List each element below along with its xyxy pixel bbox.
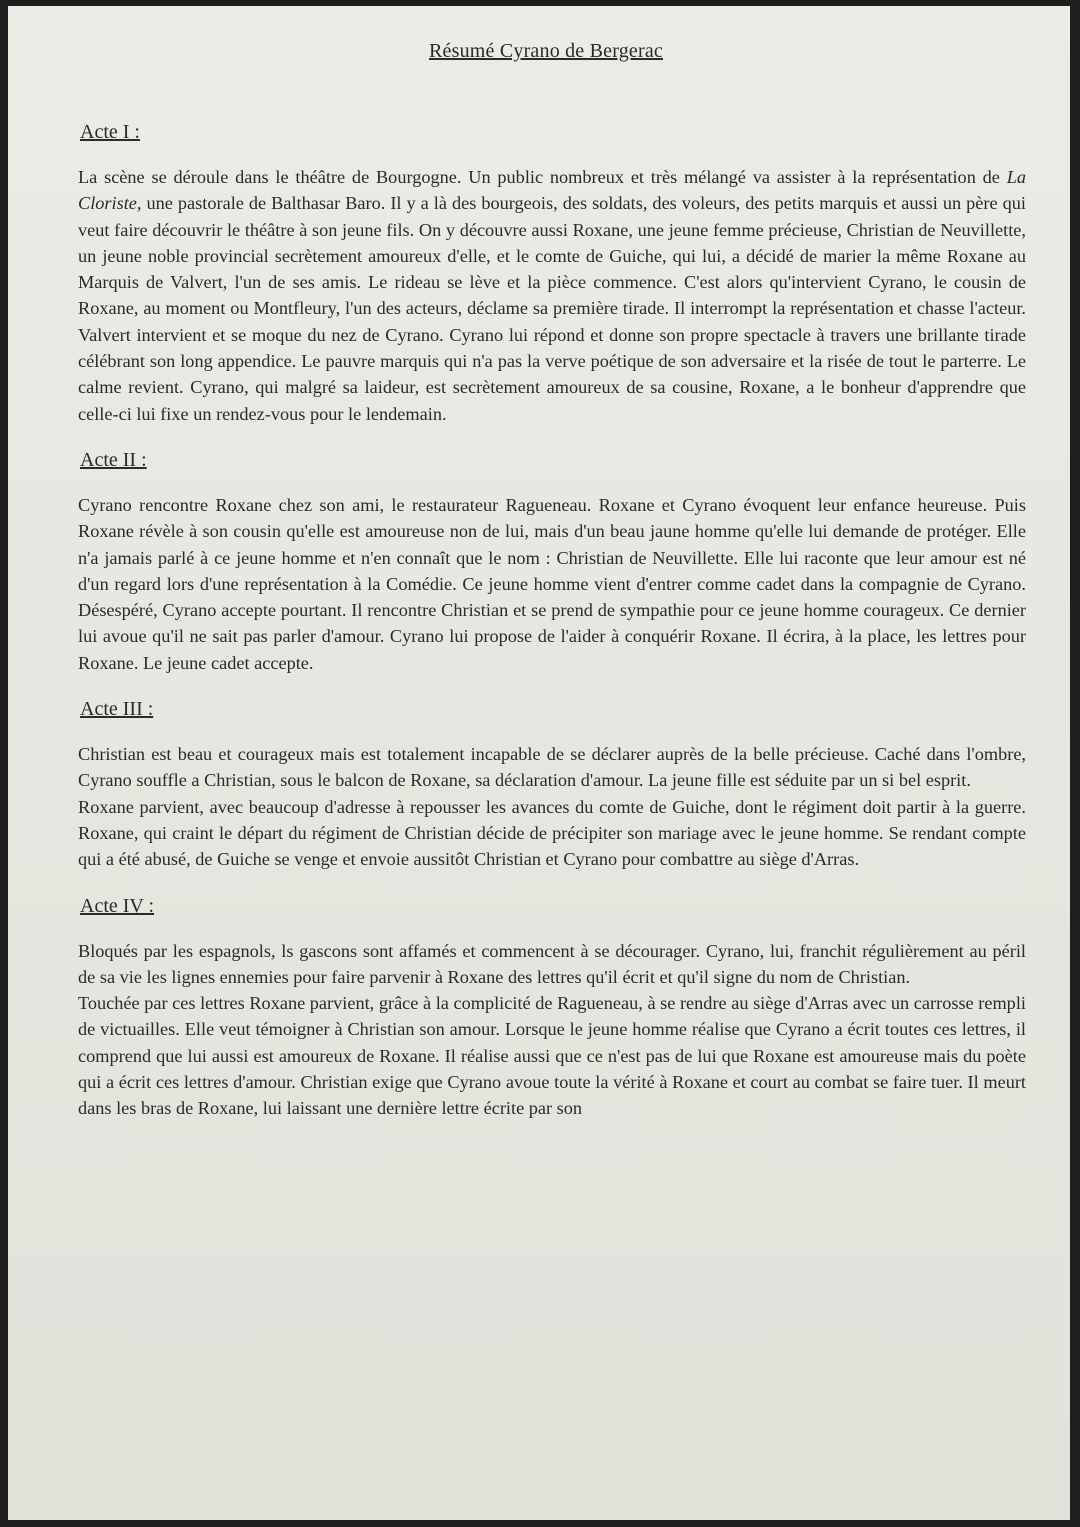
act-2-paragraph-1: Cyrano rencontre Roxane chez son ami, le restaurateur Ragueneau. Roxane et Cyrano évoquent leur enfance heureuse. Puis Roxane révèle à son cousin qu'elle est amoureuse non de lui, mais d'un beau jaune homme qu'elle lui demande de protéger. Elle n'a jamais parlé à ce jeune homme et n'en connaît que le nom : Christian de Neuvillette. Elle lui raconte que leur amour est né d'un regard lors d'une représentation à la Comédie. Ce jeune homme vient d'entrer comme cadet dans la compagnie de Cyrano. Désespéré, Cyrano accepte pourtant. Il rencontre Christian et se prend de sympathie pour ce jeune homme courageux. Ce dernier lui avoue qu'il ne sait pas parler d'amour. Cyrano lui propose de l'aider à conquérir Roxane. Il écrira, à la place, les lettres pour Roxane. Le jeune cadet accepte. bbox=[78, 494, 1026, 673]
act-3-paragraph-2: Roxane parvient, avec beaucoup d'adresse à repousser les avances du comte de Guiche, dont le régiment doit partir à la guerre. Roxane, qui craint le départ du régiment de Christian décide de précipiter son mariage avec le jeune homme. Se rendant compte qui a été abusé, de Guiche se venge et envoie aussitôt Christian et Cyrano pour combattre au siège d'Arras. bbox=[78, 796, 1026, 870]
act-4-paragraph-1: Bloqués par les espagnols, ls gascons sont affamés et commencent à se décourager. Cyrano, lui, franchit régulièrement au péril de sa vie les lignes ennemies pour faire parvenir à Roxane des lettres qu'il écrit et qu'il signe du nom de Christian. bbox=[78, 940, 1026, 987]
document-title: Résumé Cyrano de Bergerac bbox=[429, 40, 663, 62]
act-3-section bbox=[66, 698, 1026, 872]
act-3-paragraph-1: Christian est beau et courageux mais est totalement incapable de se déclarer auprès de la belle précieuse. Caché dans l'ombre, Cyrano souffle a Christian, sous le balcon de Roxane, sa déclaration d'amour. La jeune fille est séduite par un si bel esprit. bbox=[78, 744, 1026, 791]
act-4-section bbox=[66, 895, 1026, 1122]
act-1-section bbox=[66, 121, 1026, 427]
act-1-paragraph-1: La scène se déroule dans le théâtre de Bourgogne. Un public nombreux et très mélangé va assister à la représentation de La Cloriste, une pastorale de Balthasar Baro. Il y a là des bourgeois, des soldats, des voleurs, des petits marquis et aussi un père qui veut faire découvrir le théâtre à son jeune fils. On y découvre aussi Roxane, une jeune femme précieuse, Christian de Neuvillette, un jeune noble provincial secrètement amoureux d'elle, et le comte de Guiche, qui lui, a décidé de marier la même Roxane au Marquis de Valvert, l'un de ses amis. Le rideau se lève et la pièce commence. C'est alors qu'intervient Cyrano, le cousin de Roxane, au moment ou Montfleury, l'un des acteurs, déclame sa première tirade. Il interrompt la représentation et chasse l'acteur. Valvert intervient et se moque du nez de Cyrano. Cyrano lui répond et donne son propre spectacle à travers une brillante tirade célébrant son long appendice. Le pauvre marquis qui n'a pas la verve poétique de son adversaire et la risée de tout le parterre. Le calme revient. Cyrano, qui malgré sa laideur, est secrètement amoureux de sa cousine, Roxane, a le bonheur d'apprendre que celle-ci lui fixe un rendez-vous pour le lendemain. bbox=[78, 167, 1026, 424]
document-page bbox=[8, 6, 1070, 1520]
act-4-heading: Acte IV : bbox=[80, 894, 155, 917]
act-2-heading: Acte II : bbox=[80, 448, 147, 471]
act-2-section bbox=[66, 449, 1026, 676]
play-title-emphasis: La Cloriste bbox=[78, 167, 1026, 214]
act-3-heading: Acte III : bbox=[80, 698, 154, 721]
act-4-paragraph-2: Touchée par ces lettres Roxane parvient, grâce à la complicité de Ragueneau, à se rendre au siège d'Arras avec un carrosse rempli de victuailles. Elle veut témoigner à Christian son amour. Lorsque le jeune homme réalise que Cyrano a écrit toutes ces lettres, il comprend que lui aussi est amoureux de Roxane. Il réalise aussi que ce n'est pas de lui que Roxane est amoureuse mais du poète qui a écrit ces lettres d'amour. Christian exige que Cyrano avoue toute la vérité à Roxane et court au combat se faire tuer. Il meurt dans les bras de Roxane, lui laissant une dernière lettre écrite par son bbox=[78, 993, 1026, 1119]
act-1-heading: Acte I : bbox=[80, 121, 140, 143]
